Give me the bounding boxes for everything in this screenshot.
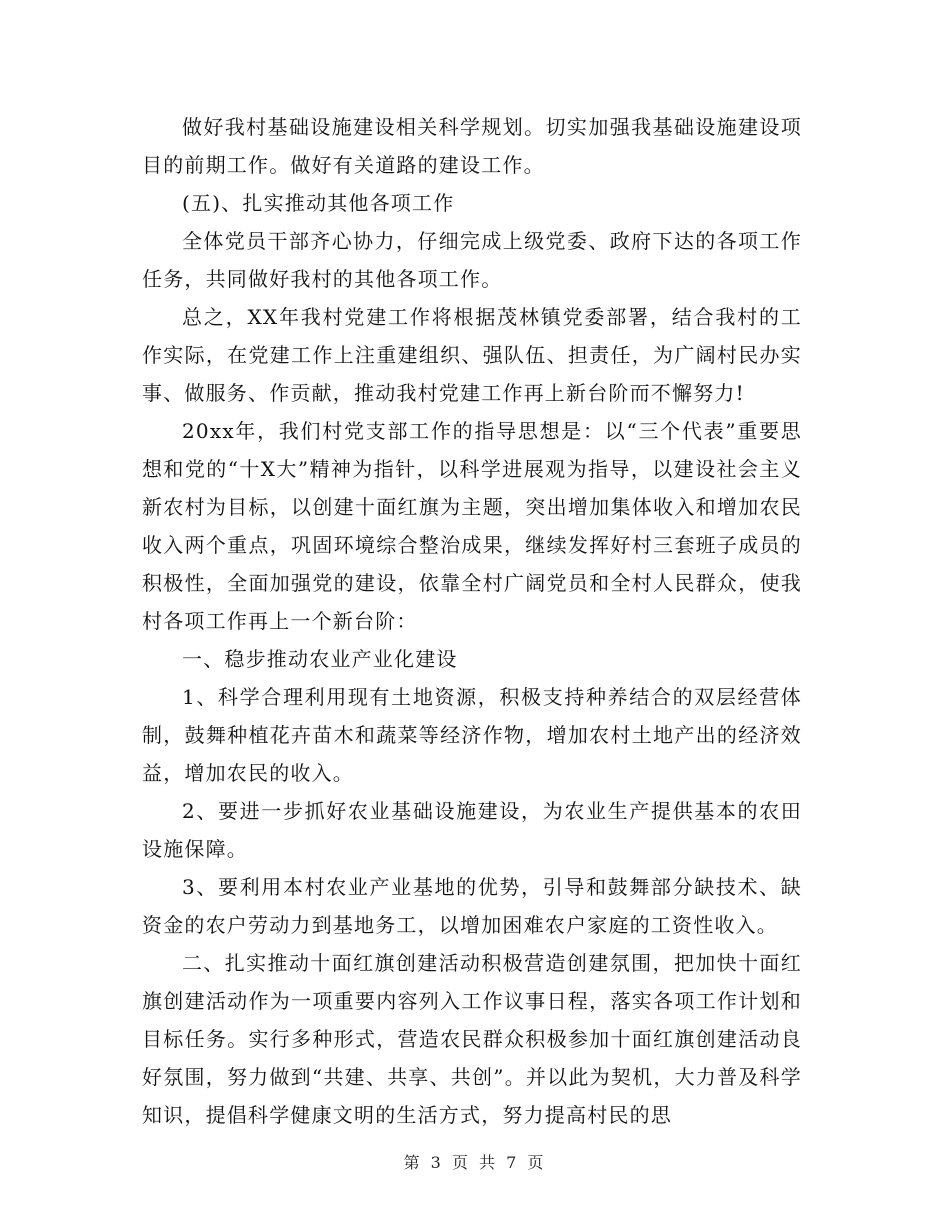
page-number-footer: 第 3 页 共 7 页 bbox=[403, 1153, 547, 1172]
document-body bbox=[142, 108, 802, 1134]
paragraph-item-3-base-employment: 3、要利用本村农业产业基地的优势，引导和鼓舞部分缺技术、缺资金的农户劳动力到基地务工，以增加困难农户家庭的工资性收入。 bbox=[142, 875, 802, 937]
paragraph-guiding-ideology: 20xx年，我们村党支部工作的指导思想是：以“三个代表”重要思想和党的“十X大”精神为指针，以科学进展观为指导，以建设社会主义新农村为目标，以创建十面红旗为主题，突出增加集体收入和增加农民收入两个重点，巩固环境综合整治成果，继续发挥好村三套班子成员的积极性，全面加强党的建设，依靠全村广阔党员和全村人民群众，使我村各项工作再上一个新台阶： bbox=[142, 419, 802, 633]
paragraph-red-flag-campaign: 二、扎实推动十面红旗创建活动积极营造创建氛围，把加快十面红旗创建活动作为一项重要内容列入工作议事日程，落实各项工作计划和目标任务。实行多种形式，营造农民群众积极参加十面红旗创建活动良好氛围，努力做到“共建、共享、共创”。并以此为契机，大力普及科学知识，提倡科学健康文明的生活方式，努力提高村民的思 bbox=[142, 951, 802, 1127]
paragraph-item-1-land-resources: 1、科学合理利用现有土地资源，积极支持种养结合的双层经营体制，鼓舞种植花卉苗木和蔬菜等经济作物，增加农村土地产出的经济效益，增加农民的收入。 bbox=[142, 685, 802, 785]
paragraph-infrastructure-planning: 做好我村基础设施建设相关科学规划。切实加强我基础设施建设项目的前期工作。做好有关道路的建设工作。 bbox=[142, 115, 802, 177]
paragraph-summary: 总之，XX年我村党建工作将根据茂林镇党委部署，结合我村的工作实际，在党建工作上注重建组织、强队伍、担责任，为广阔村民办实事、做服务、作贡献，推动我村党建工作再上新台阶而不懈努力! bbox=[142, 305, 802, 405]
heading-agriculture-industrialization: 一、稳步推动农业产业化建设 bbox=[182, 647, 458, 671]
paragraph-cadres-cooperate: 全体党员干部齐心协力，仔细完成上级党委、政府下达的各项工作任务，共同做好我村的其他各项工作。 bbox=[142, 229, 802, 291]
heading-other-work: (五)、扎实推动其他各项工作 bbox=[182, 191, 455, 215]
paragraph-item-2-infrastructure: 2、要进一步抓好农业基础设施建设，为农业生产提供基本的农田设施保障。 bbox=[142, 799, 802, 861]
